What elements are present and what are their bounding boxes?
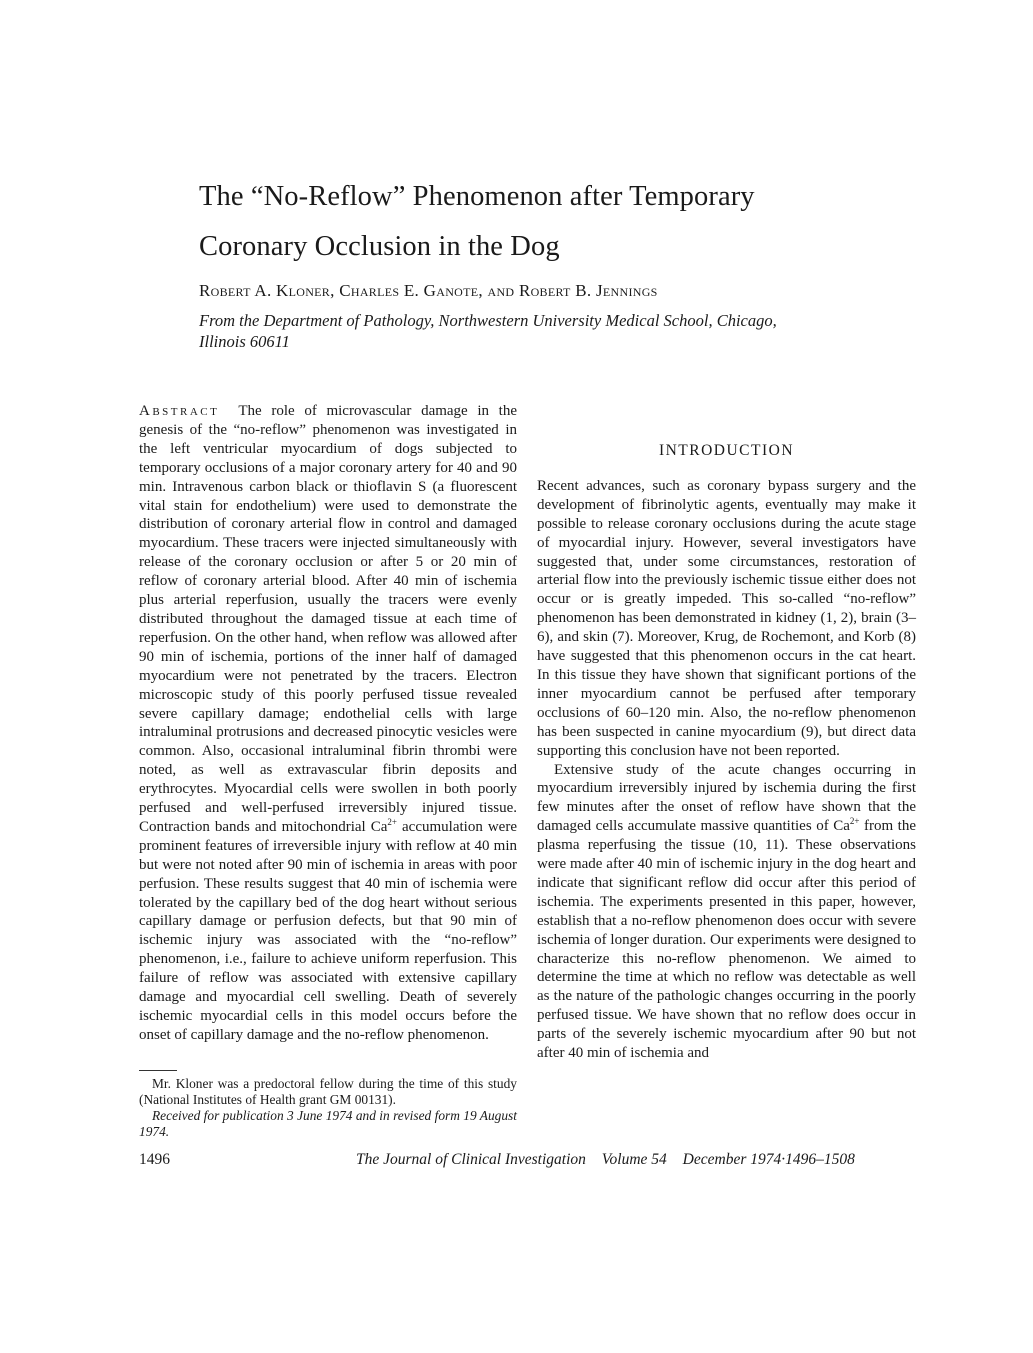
article-title: The “No-Reflow” Phenomenon after Temporary Coronary Occlusion in the Dog (199, 181, 755, 262)
running-footer (356, 1151, 867, 1169)
calcium-ion-charge: 2+ (849, 816, 860, 827)
abstract-paragraph (139, 402, 517, 1045)
author-list (199, 281, 658, 301)
abstract-label: Abstract (139, 403, 220, 419)
abstract-text: The role of microvascular damage in the genesis of the “no-reflow” phenomenon was investigated in the left ventricular myocardium of dogs subjected to temporary occlusions of a major coronary artery for 40 and 90 min. Intravenous carbon black or thioflavin S (a fluorescent vital stain for endothelium) were used to demonstrate the distribution of coronary arterial flow in control and damaged myocardium. These tracers were injected simultaneously with release of the coronary occlusion or after 5 or 20 min of reflow of coronary arterial blood. After 40 min of ischemia plus arterial reperfusion, usually the tracers were evenly distributed throughout the damaged tissue at each time of reperfusion. On the other hand, when reflow was allowed after 90 min of ischemia, portions of the inner half of damaged myocardium were not penetrated by the tracers. Electron microscopic study of this poorly perfused tissue revealed severe capillary damage; endothelial cells with large intraluminal protrusions and decreased pinocytic vesicles were common. Also, occasional intraluminal fibrin thrombi were noted, as well as extravascular fibrin deposits and erythrocytes. Myocardial cells were swollen in both poorly perfused and well-perfused irreversibly injured tissue. Contraction bands and mitochondrial Ca (139, 403, 517, 835)
introduction-paragraph-2 (537, 761, 916, 1064)
introduction-heading: INTRODUCTION (658, 442, 795, 459)
introduction-paragraph-2-end: from the plasma reperfusing the tissue (10, 11). These observations were made after 40 min of ischemic injury in the dog heart and indicate that significant reflow did occur after this period of ischemia. The experiments presented in this paper, however, establish that a no-reflow phenomenon does occur with severe ischemia of longer duration. Our experiments were designed to characterize this no-reflow phenomenon. We aimed to determine the time at which no reflow was detectable as well as the nature of the pathologic changes occurring in the poorly perfused tissue. We have shown that no reflow does occur in parts of the severely ischemic myocardium after 90 but not after 40 min of ischemia and (537, 818, 917, 1062)
left-column (139, 402, 517, 1045)
author-names: Robert A. Kloner, Charles E. Ganote, and Robert B. Jennings (199, 281, 658, 300)
journal-volume: Volume 54 (601, 1151, 667, 1168)
abstract-text-continued: accumulation were prominent features of irreversible injury with reflow at 40 min but were not noted after 90 min of ischemia in areas with poor perfusion. These results suggest that 40 min of ischemia were tolerated by the capillary bed of the dog heart without serious capillary damage or perfusion defects, but that 90 min of ischemic injury was associated with the “no-reflow” phenomenon, i.e., failure to achieve uniform reperfusion. This failure of reflow was associated with extensive capillary damage and myocardial cell swelling. Death of severely ischemic myocardial cells in this model occurs before the onset of capillary damage and the no-reflow phenomenon. (139, 818, 517, 1043)
author-affiliation: From the Department of Pathology, Northwestern University Medical School, Chicago, Illinois 60611 (199, 311, 777, 351)
introduction-paragraph-1: Recent advances, such as coronary bypass surgery and the development of fibrinolytic agents, eventually may make it possible to release coronary occlusions during the acute stage of myocardial injury. However, several investigators have suggested that, under some circumstances, restoration of arterial flow into the previously ischemic tissue either does not occur or is greatly impeded. This so-called “no-reflow” phenomenon has been demonstrated in kidney (1, 2), brain (3–6), and skin (7). Moreover, Krug, de Rochemont, and Korb (8) have suggested that this phenomenon occurs in the cat heart. In this tissue they have shown that significant portions of the inner myocardium cannot be perfused after temporary occlusions of 60–120 min. Also, the no-reflow phenomenon has been suspected in canine myocardium (9), but direct data supporting this conclusion have not been reported. (537, 477, 916, 759)
right-column (537, 402, 916, 1063)
footnote (139, 1076, 517, 1140)
page-number: 1496 (139, 1151, 170, 1168)
footnote-funding: Mr. Kloner was a predoctoral fellow during the time of this study (National Institutes of Health grant GM 00131). (139, 1076, 517, 1107)
introduction-paragraph-2-start: Extensive study of the acute changes occurring in myocardium irreversibly injured by ischemia during the first few minutes after the onset of reflow have shown that the damaged cells accumulate massive quantities of Ca (537, 761, 916, 835)
footnote-divider (139, 1070, 177, 1071)
journal-issue-pages: December 1974·1496–1508 (682, 1151, 855, 1168)
journal-name: The Journal of Clinical Investigation (356, 1151, 586, 1168)
calcium-ion-charge: 2+ (387, 816, 397, 827)
footnote-received: Received for publication 3 June 1974 and in revised form 19 August 1974. (139, 1108, 517, 1139)
